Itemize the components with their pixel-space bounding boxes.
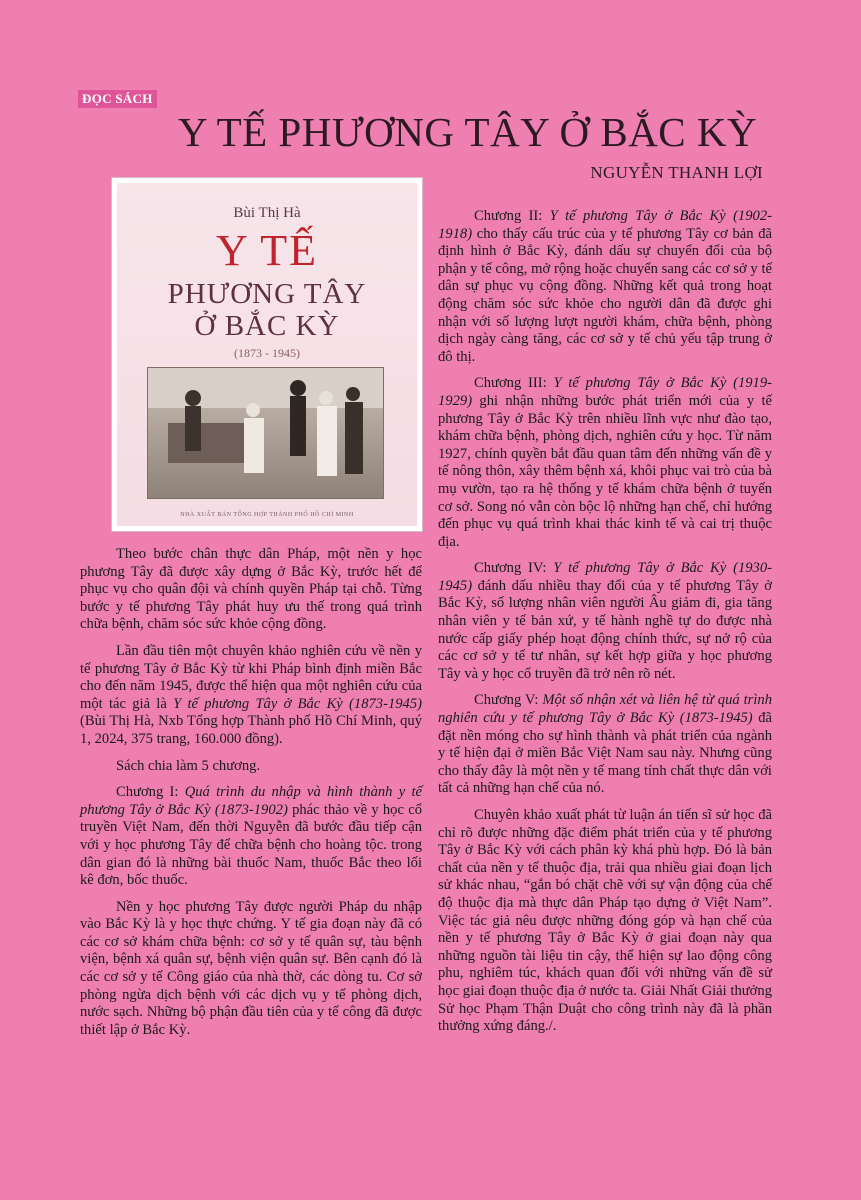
cover-title-line3: Ở BẮC KỲ [194, 310, 340, 342]
cover-publisher: NHÀ XUẤT BẢN TỔNG HỢP THÀNH PHỐ HỒ CHÍ MINH [180, 512, 354, 518]
paragraph: Sách chia làm 5 chương. [116, 757, 261, 774]
paragraph: Lần đầu tiên một chuyên khảo nghiên cứu về nền y tế phương Tây ở Bắc Kỳ từ khi Pháp bình định miền Bắc cho đến năm 1945, được thể hiện qua một nghiên cứu của một tác giả là Y tế phương Tây ở Bắc Kỳ (1873-1945) (Bùi Thị Hà, Nxb Tổng hợp Thành phố Hồ Chí Minh, quý 1, 2024, 375 trang, 160.000 đồng). [80, 642, 422, 747]
cover-title-line1: Y TẾ [215, 226, 319, 275]
cover-author: Bùi Thị Hà [233, 205, 301, 221]
paragraph: Chương I: Quá trình du nhập và hình thành y tế phương Tây ở Bắc Kỳ (1873-1902) phác thảo về y học cổ truyền Việt Nam, đến thời Nguyễn đã bước đầu tiếp cận với y học phương Tây để chữa bệnh cho hoàng tộc. trong dân gian đó là những bài thuốc Nam, thuốc Bắc theo lối kê đơn, bốc thuốc. [80, 784, 423, 889]
section-tag: ĐỌC SÁCH [78, 90, 157, 108]
cover-photo-illustration [148, 368, 383, 498]
paragraph: Theo bước chân thực dân Pháp, một nền y học phương Tây đã được xây dựng ở Bắc Kỳ, trước hết để phục vụ cho quân đội và chính quyền Pháp tại chỗ. Từng bước y tế phương Tây phát huy ưu thế trong quá trình chữa bệnh, chăm sóc sức khỏe cộng đồng. [80, 546, 422, 633]
article-title: Y TẾ PHƯƠNG TÂY Ở BẮC KỲ [178, 109, 758, 155]
cover-years: (1873 - 1945) [234, 346, 300, 360]
paragraph: Nền y học phương Tây được người Pháp du nhập vào Bắc Kỳ là y học thực chứng. Y tế gia đoạn này đã có các cơ sở khám chữa bệnh: cơ sở y tế quân sự, tàu bệnh viện, bệnh xá quân sự, bệnh viện quân sự. Bên cạnh đó là các cơ sở y tế Công giáo của nhà thờ, các dòng tu. Cơ sở phòng ngừa dịch bệnh với các dịch vụ y tế phòng dịch, nước sạch. Những bộ phận đầu tiên của y tế công đã được thiết lập ở Bắc Kỳ. [80, 898, 422, 1038]
right-column [438, 208, 772, 1045]
paragraph: Chương IV: Y tế phương Tây ở Bắc Kỳ (1930-1945) đánh dấu nhiều thay đổi của y tế phương Tây ở Bắc Kỳ, số lượng nhân viên người Âu giảm đi, gia tăng nhân viên y tế bản xứ, y tế hành nghề tự do được nhà nước cấp giấy phép hoạt động chính thức, sự nở rộ của các cơ sở y tế tư nhân, sự kết hợp giữa y học phương Tây và y học cổ truyền đã trở nên rõ nét. [438, 560, 772, 682]
book-cover-image [112, 178, 422, 531]
article-author: NGUYỄN THANH LỢI [590, 163, 763, 182]
paragraph: Chương III: Y tế phương Tây ở Bắc Kỳ (1919-1929) ghi nhận những bước phát triển mới của y tế phương Tây ở Bắc Kỳ trên nhiều lĩnh vực như đào tạo, khám chữa bệnh, phòng dịch, nghiên cứu y học. Từ năm 1927, chính quyền bắt đầu quan tâm đến những vấn đề y tế nông thôn, xây thêm bệnh xá, khôi phục vai trò của bà mụ vườn, tạo ra hệ thống y tế khám chữa bệnh ở tuyến cơ sở. Song nó vẫn còn bộc lộ những hạn chế, chỉ hướng đến phục vụ quá trình khai thác kinh tế và cai trị thuộc địa. [438, 375, 772, 550]
paragraph: Chương II: Y tế phương Tây ở Bắc Kỳ (1902-1918) cho thấy cấu trúc của y tế phương Tây cơ bản đã định hình ở Bắc Kỳ, đánh dấu sự chuyển đổi của bộ phận y tế công, mở rộng hoặc chuyển sang các cơ sở y tế dân sự phục vụ cộng đồng. Những kết quả trong hoạt động chăm sóc sức khỏe cho người dân đã được ghi nhận với số lượng lượt người khám, chữa bệnh, phòng dịch ngày càng tăng, các cơ sở y tế chủ yếu tập trung ở đô thị. [438, 208, 772, 365]
left-column [80, 546, 422, 1048]
cover-historical-photo [147, 367, 384, 499]
paragraph: Chuyên khảo xuất phát từ luận án tiến sĩ sử học đã chỉ rõ được những đặc điểm phát triển của y tế phương Tây ở Bắc Kỳ với cách phân kỳ khá phù hợp. Đó là bản chất của nền y tế thuộc địa, trải qua nhiều giai đoạn lịch sử khác nhau, “gắn bó chặt chẽ với sự vận động của chế độ thuộc địa mà thực dân Pháp tạo dựng ở Việt Nam”. Việc tác giả nêu được những đóng góp và hạn chế của nền y tế phương Tây ở Bắc Kỳ ở giai đoạn này qua những nguồn tài liệu tin cậy, thể hiện sự lao động công phu, nghiêm túc, khách quan đối với những vấn đề sử học giai đoạn thuộc địa ở nước ta. Giải Nhất Giải thưởng Sử học Phạm Thận Duật cho công trình này đã là phần thưởng xứng đáng./. [438, 807, 772, 1035]
paragraph: Chương V: Một số nhận xét và liên hệ từ quá trình nghiên cứu y tế phương Tây ở Bắc Kỳ (1873-1945) đã đặt nền móng cho sự hình thành và phát triển của ngành y tế hiện đại ở miền Bắc Việt Nam sau này. Nhưng cũng cho thấy đây là một nền y tế mang tính chất thực dân với tất cả những hạn chế của nó. [438, 692, 772, 797]
cover-title-line2: PHƯƠNG TÂY [167, 278, 367, 310]
